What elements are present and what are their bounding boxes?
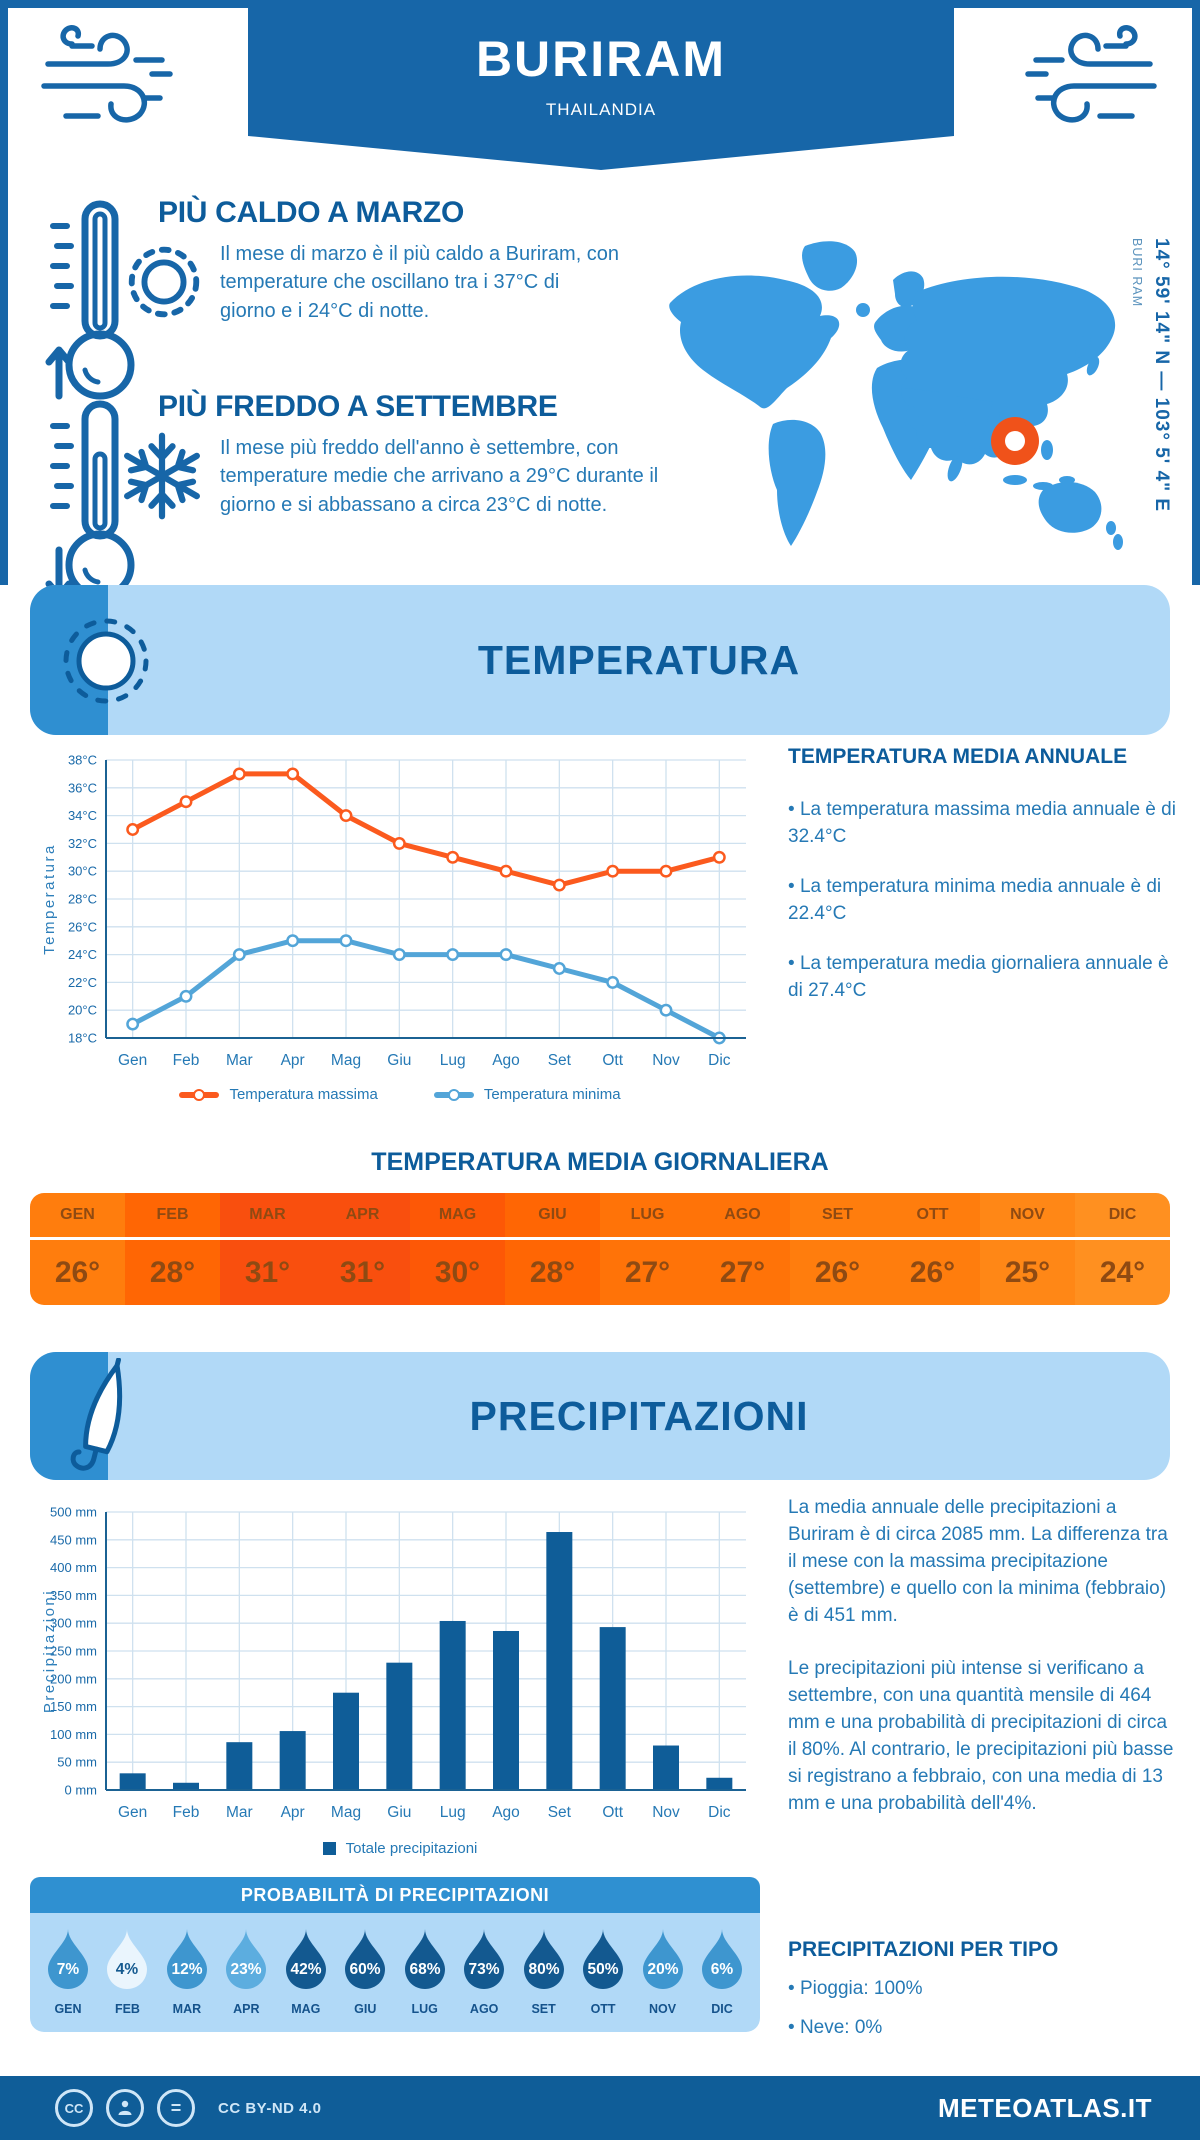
svg-text:Temperatura: Temperatura (41, 843, 58, 955)
daily-table-month: OTT (885, 1193, 980, 1240)
cold-month-title: PIÙ FREDDO A SETTEMBRE (158, 390, 558, 423)
droplet-month: SET (531, 2002, 556, 2016)
daily-table-value: 26° (814, 1255, 861, 1289)
svg-text:Feb: Feb (172, 1052, 200, 1069)
svg-text:73%: 73% (468, 1961, 500, 1978)
daily-table-cell (1075, 1193, 1170, 1305)
svg-text:18°C: 18°C (67, 1030, 97, 1046)
svg-text:42%: 42% (290, 1961, 322, 1978)
probability-title: PROBABILITÀ DI PRECIPITAZIONI (30, 1877, 760, 1913)
svg-text:250 mm: 250 mm (50, 1643, 97, 1659)
daily-table-month: MAG (410, 1193, 505, 1240)
svg-text:Nov: Nov (652, 1052, 680, 1069)
wind-icon (32, 22, 184, 145)
svg-text:Giu: Giu (387, 1804, 412, 1821)
coordinates (1130, 238, 1172, 568)
svg-text:400 mm: 400 mm (50, 1560, 97, 1576)
svg-text:36°C: 36°C (67, 780, 97, 796)
daily-table-cell (410, 1193, 505, 1305)
svg-text:50 mm: 50 mm (57, 1754, 97, 1770)
svg-text:450 mm: 450 mm (50, 1532, 97, 1548)
svg-text:150 mm: 150 mm (50, 1699, 97, 1715)
coordinates-value: 14° 59' 14" N — 103° 5' 4" E (1151, 238, 1172, 513)
daily-table-value: 28° (149, 1255, 196, 1289)
svg-text:Dic: Dic (708, 1052, 731, 1069)
daily-table-value: 28° (529, 1255, 576, 1289)
probability-droplet (577, 1927, 629, 2016)
svg-text:Lug: Lug (439, 1804, 466, 1821)
daily-table-cell (790, 1193, 885, 1305)
hot-month-title: PIÙ CALDO A MARZO (158, 196, 464, 229)
droplet-icon (222, 1927, 270, 1991)
equals-icon: = (157, 2089, 195, 2127)
svg-text:Set: Set (547, 1052, 571, 1069)
temperature-chart (40, 746, 760, 1083)
annual-bullet: • La temperatura media giornaliera annuale è di 27.4°C (788, 951, 1180, 1004)
annual-heading: TEMPERATURA MEDIA ANNUALE (788, 745, 1128, 768)
by-type-bullet: • Neve: 0% (788, 2015, 1180, 2042)
daily-table-value: 25° (1004, 1255, 1051, 1289)
svg-text:38°C: 38°C (67, 752, 97, 768)
page-subtitle: THAILANDIA (545, 100, 657, 119)
droplet-icon (520, 1927, 568, 1991)
svg-text:Feb: Feb (172, 1804, 200, 1821)
droplet-icon (401, 1927, 449, 1991)
precipitation-paragraph: La media annuale delle precipitazioni a Buriram è di circa 2085 mm. La differenza tra il mese con la massima precipitazione (settembre) e quello con la minima (febbraio) è di 451 mm. (788, 1497, 1168, 1626)
svg-text:Ott: Ott (602, 1804, 624, 1821)
precipitation-banner (30, 1352, 1170, 1480)
svg-text:350 mm: 350 mm (50, 1587, 97, 1603)
svg-text:Mag: Mag (330, 1052, 362, 1069)
svg-text:Mar: Mar (225, 1052, 253, 1069)
droplet-month: FEB (114, 2002, 140, 2016)
frame-left (0, 0, 8, 585)
daily-table-month: GIU (505, 1193, 600, 1240)
probability-droplet (637, 1927, 689, 2016)
daily-table-month: APR (315, 1193, 410, 1240)
daily-table-value: 27° (624, 1255, 671, 1289)
svg-text:Ott: Ott (602, 1052, 624, 1069)
droplet-icon (103, 1927, 151, 1991)
svg-text:Gen: Gen (118, 1804, 148, 1821)
daily-table-value: 26° (909, 1255, 956, 1289)
daily-table-value: 31° (244, 1255, 291, 1289)
legend-item-min: Temperatura minima (434, 1086, 621, 1103)
probability-droplet (518, 1927, 570, 2016)
temperature-banner-title: TEMPERATURA (477, 636, 801, 683)
snowflake-icon (116, 430, 208, 527)
daily-table-month: LUG (600, 1193, 695, 1240)
line-marker-icon (179, 1089, 219, 1101)
license-badges (55, 2089, 322, 2127)
svg-text:12%: 12% (171, 1961, 203, 1978)
legend-item-total: Totale precipitazioni (323, 1840, 478, 1857)
by-type-heading: PRECIPITAZIONI PER TIPO (788, 1938, 1059, 1961)
svg-text:4%: 4% (116, 1961, 139, 1978)
svg-text:80%: 80% (528, 1961, 560, 1978)
svg-text:6%: 6% (710, 1961, 734, 1978)
svg-text:60%: 60% (349, 1961, 381, 1978)
daily-temperature-table (30, 1193, 1170, 1305)
daily-table-cell (220, 1193, 315, 1305)
coordinates-label: BURI RAM (1130, 238, 1144, 308)
daily-table-cell (30, 1193, 125, 1305)
cc-icon: CC (55, 2089, 93, 2127)
person-icon (106, 2089, 144, 2127)
svg-text:Gen: Gen (118, 1052, 148, 1069)
daily-table-cell (315, 1193, 410, 1305)
daily-table-value: 31° (339, 1255, 386, 1289)
droplet-month: AGO (469, 2002, 499, 2016)
droplet-month: MAG (291, 2002, 321, 2016)
svg-text:24°C: 24°C (67, 947, 97, 963)
svg-text:Ago: Ago (492, 1804, 520, 1821)
svg-text:32°C: 32°C (67, 835, 97, 851)
probability-droplet (280, 1927, 332, 2016)
wind-icon (1014, 22, 1166, 145)
precipitation-chart-legend (40, 1840, 760, 1857)
svg-text:Set: Set (547, 1804, 571, 1821)
probability-droplet (458, 1927, 510, 2016)
svg-text:23%: 23% (230, 1961, 262, 1978)
svg-text:Ago: Ago (492, 1052, 520, 1069)
probability-droplet (161, 1927, 213, 2016)
by-type-bullets (788, 1976, 1180, 2041)
droplet-month: LUG (411, 2002, 438, 2016)
daily-table-value: 24° (1099, 1255, 1146, 1289)
daily-table-cell (695, 1193, 790, 1305)
daily-table-value: 26° (54, 1255, 101, 1289)
annual-temperature-block (788, 745, 1180, 1005)
legend-item-max: Temperatura massima (179, 1086, 377, 1103)
location-marker-icon (991, 417, 1039, 465)
daily-table-month: GEN (30, 1193, 125, 1240)
daily-table-month: AGO (695, 1193, 790, 1240)
daily-table-month: FEB (125, 1193, 220, 1240)
svg-text:68%: 68% (409, 1961, 441, 1978)
svg-text:Giu: Giu (387, 1052, 412, 1069)
daily-table-cell (505, 1193, 600, 1305)
svg-text:20°C: 20°C (67, 1002, 97, 1018)
svg-text:Apr: Apr (280, 1052, 305, 1069)
droplet-month: OTT (590, 2002, 616, 2016)
probability-droplet (399, 1927, 451, 2016)
daily-table-value: 27° (719, 1255, 766, 1289)
precipitation-probability (30, 1877, 760, 2032)
droplet-month: GEN (54, 2002, 82, 2016)
svg-text:28°C: 28°C (67, 891, 97, 907)
probability-droplet (339, 1927, 391, 2016)
probability-droplet (696, 1927, 748, 2016)
precipitation-text-block (788, 1495, 1180, 1844)
sun-banner-icon (58, 613, 154, 709)
umbrella-icon (52, 1358, 156, 1478)
sun-icon (120, 238, 208, 331)
svg-text:Precipitazioni: Precipitazioni (41, 1588, 58, 1714)
daily-table-cell (125, 1193, 220, 1305)
cold-month-text: Il mese più freddo dell'anno è settembre, con temperature medie che arrivano a 29°C durante il giorno e si abbassano a circa 23°C di notte. (220, 437, 659, 516)
svg-text:30°C: 30°C (67, 863, 97, 879)
precipitation-by-type (788, 1938, 1180, 2041)
daily-table-month: MAR (220, 1193, 315, 1240)
probability-droplets (30, 1913, 760, 2032)
svg-text:Lug: Lug (439, 1052, 466, 1069)
svg-text:50%: 50% (587, 1961, 619, 1978)
droplet-month: MAR (172, 2002, 202, 2016)
svg-text:34°C: 34°C (67, 808, 97, 824)
svg-text:Mar: Mar (225, 1804, 253, 1821)
license-text: CC BY-ND 4.0 (218, 2099, 322, 2117)
droplet-icon (282, 1927, 330, 1991)
footer (0, 2076, 1200, 2140)
svg-text:0 mm: 0 mm (64, 1782, 97, 1798)
svg-text:22°C: 22°C (67, 974, 97, 990)
daily-table-month: SET (790, 1193, 885, 1240)
by-type-bullet: • Pioggia: 100% (788, 1976, 1180, 2003)
probability-droplet (42, 1927, 94, 2016)
daily-table-cell (980, 1193, 1075, 1305)
frame-right (1192, 0, 1200, 585)
droplet-icon (639, 1927, 687, 1991)
svg-text:200 mm: 200 mm (50, 1671, 97, 1687)
page-title: BURIRAM (475, 31, 727, 87)
annual-bullet: • La temperatura minima media annuale è di 22.4°C (788, 874, 1180, 927)
svg-text:7%: 7% (56, 1961, 80, 1978)
droplet-month: NOV (648, 2002, 677, 2016)
droplet-icon (341, 1927, 389, 1991)
world-map (655, 228, 1135, 563)
site-name: METEOATLAS.IT (937, 2092, 1152, 2123)
daily-table-month: NOV (980, 1193, 1075, 1240)
droplet-icon (163, 1927, 211, 1991)
daily-table-month: DIC (1075, 1193, 1170, 1240)
frame-top (0, 0, 1200, 8)
square-marker-icon (323, 1842, 336, 1855)
precipitation-banner-title: PRECIPITAZIONI (469, 1392, 809, 1439)
svg-text:Mag: Mag (330, 1804, 362, 1821)
svg-text:Apr: Apr (280, 1804, 305, 1821)
droplet-month: APR (233, 2002, 260, 2016)
svg-text:Nov: Nov (652, 1804, 680, 1821)
probability-droplet (220, 1927, 272, 2016)
droplet-icon (460, 1927, 508, 1991)
droplet-month: DIC (711, 2002, 733, 2016)
svg-text:500 mm: 500 mm (50, 1504, 97, 1520)
svg-text:20%: 20% (647, 1961, 679, 1978)
temperature-banner (30, 585, 1170, 735)
svg-text:Dic: Dic (708, 1804, 731, 1821)
temperature-chart-legend (40, 1086, 760, 1103)
daily-table-value: 30° (434, 1255, 481, 1289)
precipitation-paragraph: Le precipitazioni più intense si verificano a settembre, con una quantità mensile di 464 mm e una probabilità di precipitazioni di circa il 80%. Al contrario, le precipitazioni più basse si registrano a febbraio, con una media di 13 mm e una probabilità dell'4%. (788, 1657, 1174, 1814)
hot-month-text: Il mese di marzo è il più caldo a Buriram, con temperature che oscillano tra i 37°C di giorno e i 24°C di notte. (220, 243, 620, 322)
droplet-month: GIU (354, 2002, 377, 2016)
daily-table-cell (885, 1193, 980, 1305)
svg-text:26°C: 26°C (67, 919, 97, 935)
precipitation-chart (40, 1498, 760, 1835)
daily-table-cell (600, 1193, 695, 1305)
droplet-icon (698, 1927, 746, 1991)
svg-text:100 mm: 100 mm (50, 1726, 97, 1742)
svg-text:300 mm: 300 mm (50, 1615, 97, 1631)
droplet-icon (579, 1927, 627, 1991)
droplet-icon (44, 1927, 92, 1991)
annual-bullet: • La temperatura massima media annuale è di 32.4°C (788, 797, 1180, 850)
annual-bullets (788, 797, 1180, 1005)
probability-droplet (101, 1927, 153, 2016)
line-marker-icon (434, 1089, 474, 1101)
daily-table-title: TEMPERATURA MEDIA GIORNALIERA (371, 1148, 829, 1176)
